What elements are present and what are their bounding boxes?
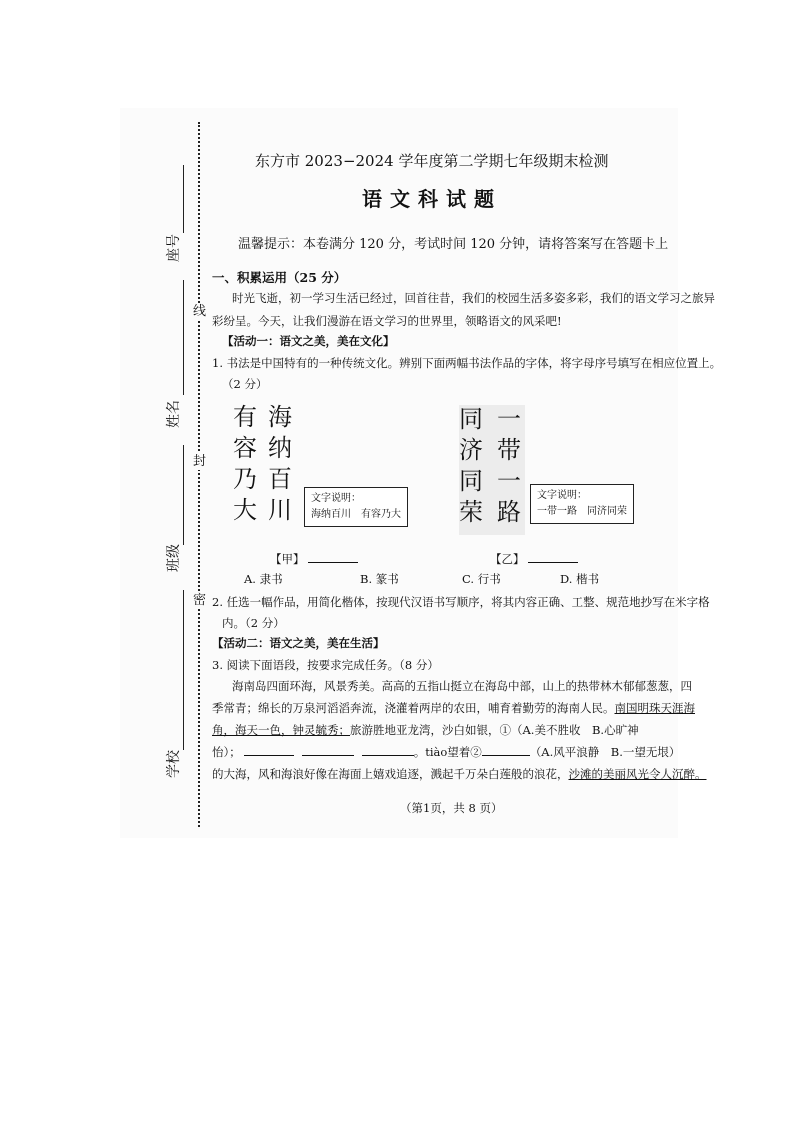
school-label: 学校: [166, 750, 182, 778]
calligraphy-char: 纳: [268, 434, 292, 462]
seal-char-feng: 封: [193, 454, 207, 469]
label-yi: 【乙】: [490, 552, 525, 566]
calligraphy-char: 同: [459, 405, 483, 433]
passage-line-5-text: 的大海，风和海浪好像在海面上嬉戏追逐，溅起千万朵白莲般的浪花，: [212, 767, 569, 781]
name-line: [183, 280, 184, 395]
artwork-b-note-title: 文字说明：: [537, 490, 587, 501]
artwork-a-note-text: 海纳百川 有容乃大: [311, 509, 401, 520]
passage-blank-3[interactable]: [362, 743, 414, 756]
artwork-a-note-title: 文字说明：: [311, 493, 361, 504]
calligraphy-char: 路: [497, 498, 521, 526]
class-label: 班级: [166, 544, 182, 572]
calligraphy-artwork-b: [458, 404, 528, 534]
option-a: A. 隶书: [244, 572, 283, 586]
option-d: D. 楷书: [560, 572, 600, 586]
school-line: [183, 590, 184, 750]
answer-blank-a[interactable]: [308, 550, 358, 563]
label-jia: 【甲】: [270, 552, 305, 566]
class-line: [183, 445, 184, 545]
passage-line-3-text: 旅游胜地亚龙湾，沙白如银，①（A.美不胜收 B.心旷神: [350, 723, 639, 737]
option-b: B. 篆书: [360, 572, 399, 586]
passage-blank-4[interactable]: [482, 743, 530, 756]
calligraphy-char: 大: [233, 496, 257, 524]
passage-line-2: [212, 696, 695, 720]
artwork-b-column-1: [458, 404, 484, 528]
option-c: C. 行书: [462, 572, 501, 586]
name-label: 姓名: [166, 400, 182, 428]
section-heading: 一、积累运用（25 分）: [212, 270, 347, 285]
calligraphy-char: 一: [497, 467, 521, 495]
passage-line-4-middle: 。tiào望着②: [413, 745, 482, 759]
question-1-line-2: （2 分）: [222, 377, 268, 391]
artwork-b-note: [530, 484, 634, 524]
activity-1-heading: 【活动一：语文之美，美在文化】: [222, 334, 395, 348]
intro-line-2: 彩纷呈。今天，让我们漫游在语文学习的世界里，领略语文的风采吧!: [212, 314, 562, 328]
calligraphy-char: 乃: [233, 465, 257, 493]
intro-line-1: 时光飞逝，初一学习生活已经过，回首往昔，我们的校园生活多姿多彩，我们的语文学习之旅异: [232, 291, 715, 305]
subject-title: 语文科试题: [362, 187, 502, 211]
seal-dotted-line: [198, 122, 200, 827]
passage-line-3: [212, 718, 639, 742]
notice-text: 温馨提示：本卷满分 120 分，考试时间 120 分钟，请将答案写在答题卡上: [238, 237, 669, 252]
binding-margin: [120, 108, 200, 838]
calligraphy-char: 济: [459, 436, 483, 464]
artwork-a-column-1: [232, 402, 258, 526]
artwork-a-column-2: [267, 402, 293, 526]
calligraphy-char: 有: [233, 403, 257, 431]
calligraphy-char: 容: [233, 434, 257, 462]
question-2-line-2: 内。（2 分）: [222, 616, 285, 630]
calligraphy-artwork-a: [232, 402, 302, 532]
question-2-line-1: 2. 任选一幅作品，用简化楷体，按现代汉语书写顺序，将其内容正确、工整、规范地抄写在米字格: [212, 595, 710, 609]
passage-line-5-underlined: 沙滩的美丽风光令人沉醉。: [568, 767, 707, 781]
passage-line-3-underlined: 角，海天一色，钟灵毓秀；: [212, 723, 350, 737]
calligraphy-char: 带: [497, 436, 521, 464]
calligraphy-char: 同: [459, 467, 483, 495]
activity-2-heading: 【活动二：语文之美，美在生活】: [212, 636, 385, 650]
exam-title: 东方市 2023−2024 学年度第二学期七年级期末检测: [255, 152, 609, 170]
passage-line-4: [212, 740, 680, 764]
calligraphy-char: 海: [268, 403, 292, 431]
calligraphy-char: 百: [268, 465, 292, 493]
passage-line-4-end: （A.风平浪静 B.一望无垠）: [529, 745, 681, 759]
calligraphy-char: 荣: [459, 498, 483, 526]
seat-line: [183, 165, 184, 233]
artwork-b-note-text: 一带一路 同济同荣: [537, 506, 627, 517]
page-footer: （第1页，共 8 页）: [400, 801, 503, 815]
calligraphy-char: 一: [497, 405, 521, 433]
answer-blank-b[interactable]: [528, 550, 578, 563]
passage-line-4-start: 怡）；: [212, 745, 241, 759]
seal-char-mi: 密: [193, 593, 207, 608]
artwork-a-note: [304, 487, 408, 527]
question-3: 3. 阅读下面语段，按要求完成任务。（8 分）: [212, 658, 439, 672]
passage-line-1: 海南岛四面环海，风景秀美。高高的五指山挺立在海岛中部，山上的热带林木郁郁葱葱，四: [232, 679, 692, 693]
artwork-b-column-2: [496, 404, 522, 528]
passage-blank-1[interactable]: [244, 743, 294, 756]
seat-label: 座号: [166, 234, 182, 262]
seal-char-xian: 线: [193, 304, 207, 319]
passage-blank-2[interactable]: [302, 743, 354, 756]
question-1-line-1: 1. 书法是中国特有的一种传统文化。辨别下面两幅书法作品的字体，将字母序号填写在相应位置上。: [212, 356, 722, 370]
passage-line-2-text: 季常青；绵长的万泉河滔滔奔流，浇灌着两岸的农田，哺育着勤劳的海南人民。: [212, 701, 615, 715]
passage-line-5: [212, 762, 707, 786]
calligraphy-char: 川: [268, 496, 292, 524]
passage-line-2-underlined: 南国明珠天涯海: [614, 701, 695, 715]
answer-label-a: [270, 547, 358, 571]
